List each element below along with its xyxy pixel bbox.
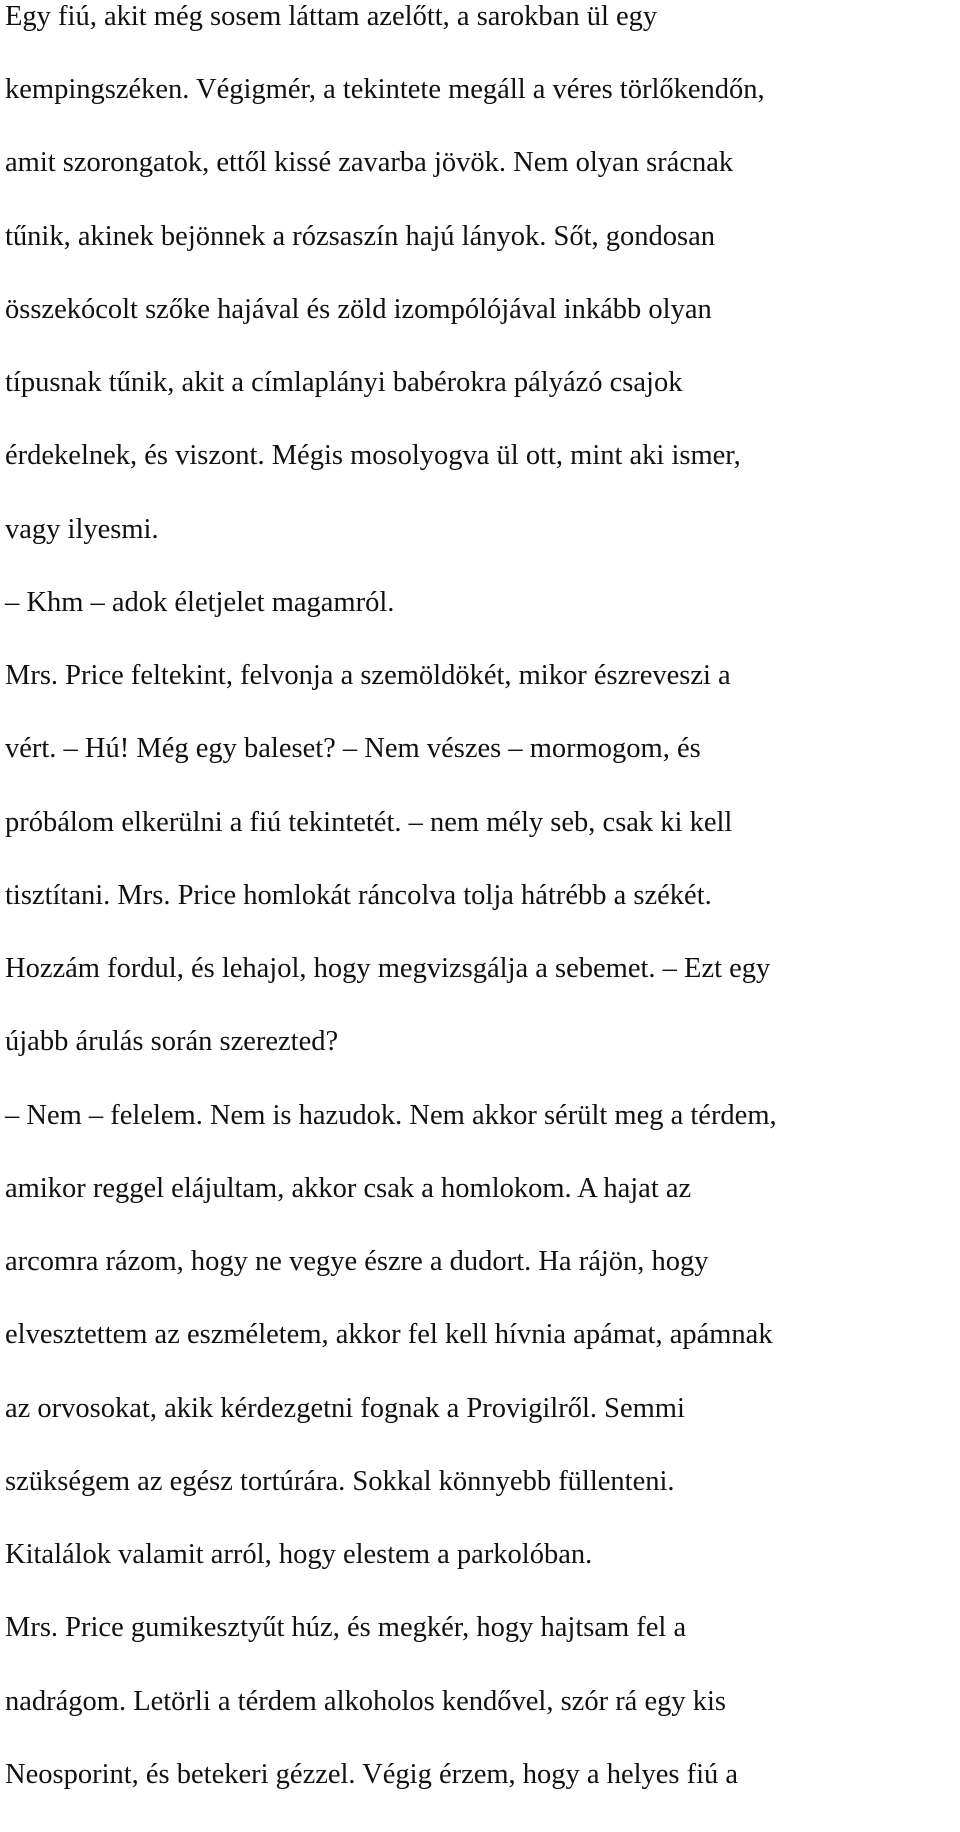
text-line: elvesztettem az eszméletem, akkor fel kell hívnia apámat, apámnak: [5, 1319, 773, 1350]
text-line: érdekelnek, és viszont. Mégis mosolyogva ül ott, mint aki ismer,: [5, 440, 741, 471]
text-line: próbálom elkerülni a fiú tekintetét. – nem mély seb, csak ki kell: [5, 807, 733, 838]
text-line: nadrágom. Letörli a térdem alkoholos kendővel, szór rá egy kis: [5, 1686, 726, 1717]
text-line: Mrs. Price gumikesztyűt húz, és megkér, hogy hajtsam fel a: [5, 1612, 687, 1643]
text-line: – Khm – adok életjelet magamról.: [5, 587, 395, 618]
text-line: kempingszéken. Végigmér, a tekintete megáll a véres törlőkendőn,: [5, 74, 765, 105]
text-line: – Nem – felelem. Nem is hazudok. Nem akkor sérült meg a térdem,: [5, 1100, 777, 1131]
text-line: tisztítani. Mrs. Price homlokát ráncolva tolja hátrébb a székét.: [5, 880, 712, 911]
text-line: Egy fiú, akit még sosem láttam azelőtt, a sarokban ül egy: [5, 1, 658, 32]
text-line: Mrs. Price feltekint, felvonja a szemöldökét, mikor észreveszi a: [5, 660, 731, 691]
text-line: újabb árulás során szerezted?: [5, 1026, 339, 1057]
text-line: vért. – Hú! Még egy baleset? – Nem vészes – mormogom, és: [5, 733, 701, 764]
text-line: típusnak tűnik, akit a címlaplányi babérokra pályázó csajok: [5, 367, 683, 398]
text-line: amit szorongatok, ettől kissé zavarba jövök. Nem olyan srácnak: [5, 147, 734, 178]
text-line: Hozzám fordul, és lehajol, hogy megvizsgálja a sebemet. – Ezt egy: [5, 953, 771, 984]
text-line: szükségem az egész tortúrára. Sokkal könnyebb füllenteni.: [5, 1466, 675, 1497]
text-line: vagy ilyesmi.: [5, 514, 159, 545]
text-line: Kitalálok valamit arról, hogy elestem a parkolóban.: [5, 1539, 593, 1570]
text-line: az orvosokat, akik kérdezgetni fognak a Provigilről. Semmi: [5, 1393, 685, 1424]
text-line: összekócolt szőke hajával és zöld izompólójával inkább olyan: [5, 294, 712, 325]
text-line: Neosporint, és betekeri gézzel. Végig érzem, hogy a helyes fiú a: [5, 1759, 739, 1790]
text-line: arcomra rázom, hogy ne vegye észre a dudort. Ha rájön, hogy: [5, 1246, 709, 1277]
text-line: amikor reggel elájultam, akkor csak a homlokom. A hajat az: [5, 1173, 692, 1204]
text-line: tűnik, akinek bejönnek a rózsaszín hajú lányok. Sőt, gondosan: [5, 221, 715, 252]
